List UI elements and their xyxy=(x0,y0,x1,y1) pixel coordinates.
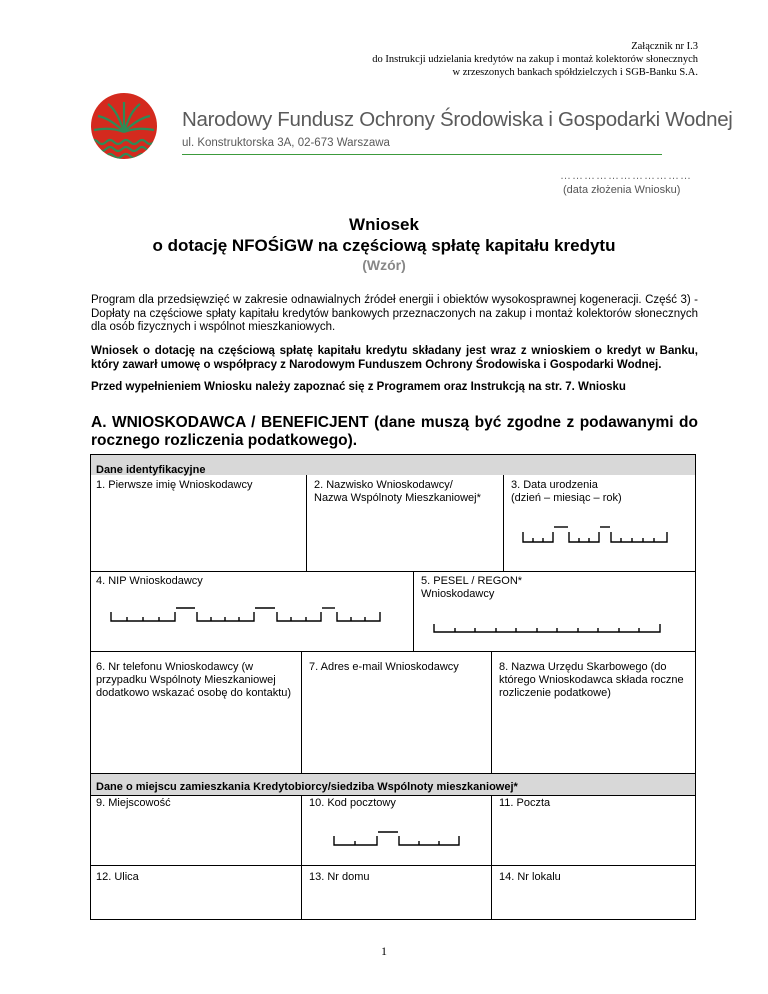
field-pesel-line-2: Wnioskodawcy xyxy=(421,588,495,600)
attachment-note xyxy=(330,40,698,79)
pesel-boxes[interactable] xyxy=(431,618,663,638)
field-surname[interactable] xyxy=(314,479,499,505)
field-postal-code[interactable]: 10. Kod pocztowy xyxy=(309,797,396,809)
field-surname-line-2: Nazwa Wspólnoty Mieszkaniowej* xyxy=(314,492,481,504)
identification-header: Dane identyfikacyjne xyxy=(96,464,206,476)
intro-paragraph-2: Wniosek o dotację na częściową spłatę kapitału kredytu składany jest wraz z wnioskiem o kredyt w Banku, który zawarł umowę o współpracy z Narodowym Funduszem Ochrony Środowiska i Gospodarki Wodnej. xyxy=(91,345,698,371)
intro-paragraph-3: Przed wypełnieniem Wniosku należy zapoznać się z Programem oraz Instrukcją na str. 7. Wniosku xyxy=(91,381,626,393)
field-pesel[interactable] xyxy=(421,575,621,601)
org-name: Narodowy Fundusz Ochrony Środowiska i Gospodarki Wodnej xyxy=(182,108,733,131)
title-line-1: Wniosek xyxy=(349,215,419,234)
birth-date-boxes[interactable] xyxy=(521,525,671,549)
intro-paragraph-1: Program dla przedsięwzięć w zakresie odnawialnych źródeł energii i obiektów wysokosprawnej kogeneracji. Część 3) - Dopłaty na częściowe spłaty kapitału kredytów bankowych przeznaczonych na zakup i montaż kolektorów słonecznych dla osób fizycznych i wspólnot mieszkaniowych. xyxy=(91,294,698,333)
attachment-line-2: do Instrukcji udzielania kredytów na zakup i montaż kolektorów słonecznych xyxy=(372,54,698,65)
nfosigw-logo-icon xyxy=(86,92,162,164)
header-rule xyxy=(182,154,662,155)
field-first-name[interactable]: 1. Pierwsze imię Wnioskodawcy xyxy=(96,479,253,491)
field-city[interactable]: 9. Miejscowość xyxy=(96,797,171,809)
title-line-2: o dotację NFOŚiGW na częściową spłatę kapitału kredytu xyxy=(152,236,616,255)
date-dots: …………………………… xyxy=(560,170,692,182)
postal-code-boxes[interactable] xyxy=(331,829,471,851)
field-house-number[interactable]: 13. Nr domu xyxy=(309,871,370,883)
attachment-line-3: w zrzeszonych bankach spółdzielczych i SGB-Banku S.A. xyxy=(452,67,698,78)
field-birth-date-line-1: 3. Data urodzenia xyxy=(511,479,598,491)
date-label: (data złożenia Wniosku) xyxy=(563,184,681,196)
nip-boxes[interactable] xyxy=(109,605,389,627)
field-nip[interactable]: 4. NIP Wnioskodawcy xyxy=(96,575,203,587)
field-tax-office[interactable]: 8. Nazwa Urzędu Skarbowego (do którego Wnioskodawca składa roczne rozliczenie podatkowe) xyxy=(499,661,684,699)
field-birth-date[interactable] xyxy=(511,479,691,505)
attachment-line-1: Załącznik nr I.3 xyxy=(631,41,698,52)
field-pesel-line-1: 5. PESEL / REGON* xyxy=(421,575,523,587)
applicant-form xyxy=(90,454,696,920)
org-address: ul. Konstruktorska 3A, 02-673 Warszawa xyxy=(182,137,390,149)
field-street[interactable]: 12. Ulica xyxy=(96,871,139,883)
title-wzor: (Wzór) xyxy=(362,257,406,273)
field-post-office[interactable]: 11. Poczta xyxy=(499,797,551,809)
field-surname-line-1: 2. Nazwisko Wnioskodawcy/ xyxy=(314,479,453,491)
page-number: 1 xyxy=(381,944,387,958)
field-phone[interactable]: 6. Nr telefonu Wnioskodawcy (w przypadku Wspólnoty Mieszkaniowej dodatkowo wskazać osobę do kontaktu) xyxy=(96,661,292,699)
field-apartment-number[interactable]: 14. Nr lokalu xyxy=(499,871,561,883)
residence-header: Dane o miejscu zamieszkania Kredytobiorcy/siedziba Wspólnoty mieszkaniowej* xyxy=(96,781,518,793)
field-birth-date-line-2: (dzień – miesiąc – rok) xyxy=(511,492,622,504)
field-email[interactable]: 7. Adres e-mail Wnioskodawcy xyxy=(309,661,459,673)
section-a-heading: A. WNIOSKODAWCA / BENEFICJENT (dane muszą być zgodne z podawanymi do rocznego rozliczenia podatkowego). xyxy=(91,414,698,449)
